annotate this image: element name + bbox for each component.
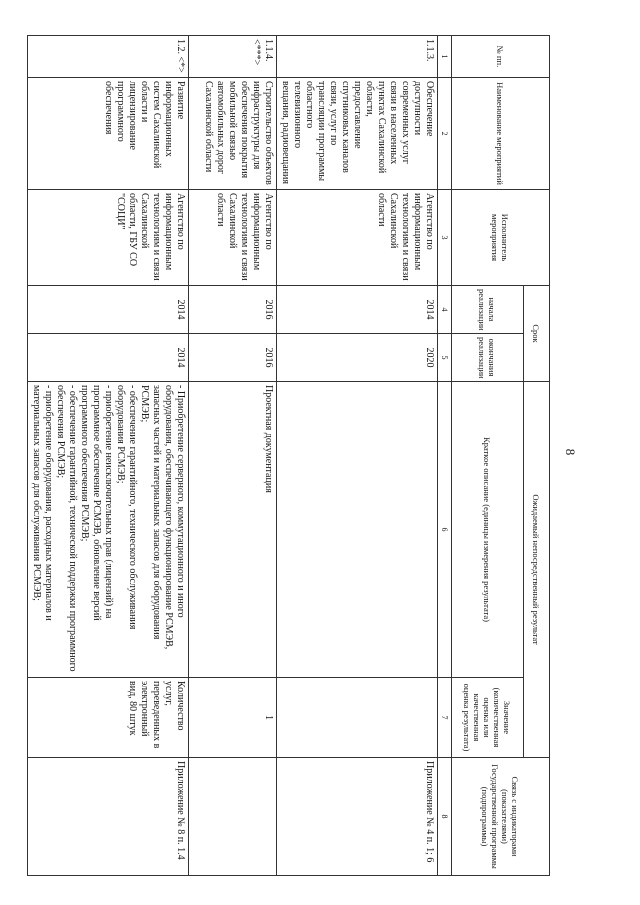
row-value (277, 678, 438, 758)
row-name: Обеспечение доступности современных услуг связи в населенных пунктах Сахалинской области, предоставление спутниковых каналов связи, услуг по трансляции программы областного телевизионного вещания, радиовещания (277, 78, 438, 190)
row-start: 2016 (189, 286, 277, 334)
col-number: 4 (438, 286, 452, 334)
row-start: 2014 (28, 286, 189, 334)
table-row (189, 36, 277, 876)
program-table (27, 35, 550, 876)
col-number: 3 (438, 190, 452, 286)
header-num: № пп. (452, 36, 550, 78)
row-desc: - Приобретение серверного, коммутационного и иного оборудования, обеспечивающего функционирование РСМЭВ, запасных частей и материальных запасов для оборудования РСМЭВ; - обеспечение гарантийного, технического обслуживания оборудования РСМЭВ; - приобретение неисключительных прав (лицензий) на программное обеспечение РСМЭВ, обновление версий программного обеспечения РСМЭВ; - обеспечение гарантийной, технической поддержки программного обеспечения РСМЭВ; - приобретение оборудования, расходных материалов и материальных запасов для обслуживания РСМЭВ; (28, 382, 189, 678)
row-value: 1 (189, 678, 277, 758)
row-end: 2016 (189, 334, 277, 382)
row-end: 2020 (277, 334, 438, 382)
header-term-end: окончания реализации (452, 334, 524, 382)
row-num: 1.1.4. <***> (189, 36, 277, 78)
row-name: Строительство объектов инфраструктуры для обеспечения покрытия мобильной связью автомобильных дорог Сахалинской области (189, 78, 277, 190)
header-result-desc: Краткое описание (единицы измерения результата) (452, 382, 524, 678)
table-row (28, 36, 189, 876)
row-link: Приложение № 8 п. 1.4 (28, 758, 189, 876)
row-value: Количество услуг, переведенных в электронный вид, 80 штук (28, 678, 189, 758)
row-num: 1.1.3. (277, 36, 438, 78)
col-number: 7 (438, 678, 452, 758)
row-end: 2014 (28, 334, 189, 382)
col-number: 6 (438, 382, 452, 678)
header-term-start: начала реализации (452, 286, 524, 334)
row-executor: Агентство по информационным технологиям и связи Сахалинской области (189, 190, 277, 286)
row-start: 2014 (277, 286, 438, 334)
page-number: 8 (563, 448, 578, 456)
rotated-table-container (31, 35, 550, 875)
row-num: 1.2. <*> (28, 36, 189, 78)
col-number: 5 (438, 334, 452, 382)
col-number: 8 (438, 758, 452, 876)
table-row (277, 36, 438, 876)
header-name: Наименование мероприятий (452, 78, 550, 190)
header-result-value: Значение (количественная оценка или качественная оценка результата) (452, 678, 524, 758)
header-link: Связь с индикаторами (показателями) Государственной программы (подпрограммы) (452, 758, 550, 876)
row-link (189, 758, 277, 876)
row-executor: Агентство по информационным технологиям и связи Сахалинской области (277, 190, 438, 286)
row-name: Развитие информационных систем Сахалинской области и лицензирование программного обеспечения (28, 78, 189, 190)
row-executor: Агентство по информационным технологиям и связи Сахалинской области, ГБУ СО "СОЦИ" (28, 190, 189, 286)
col-number: 1 (438, 36, 452, 78)
header-executor: Исполнитель мероприятия (452, 190, 550, 286)
row-desc: Проектная документация (189, 382, 277, 678)
row-desc (277, 382, 438, 678)
row-link: Приложение № 4 п. 1; 6 (277, 758, 438, 876)
header-term: Срок (524, 286, 550, 382)
header-result: Ожидаемый непосредственный результат (524, 382, 550, 758)
col-number: 2 (438, 78, 452, 190)
